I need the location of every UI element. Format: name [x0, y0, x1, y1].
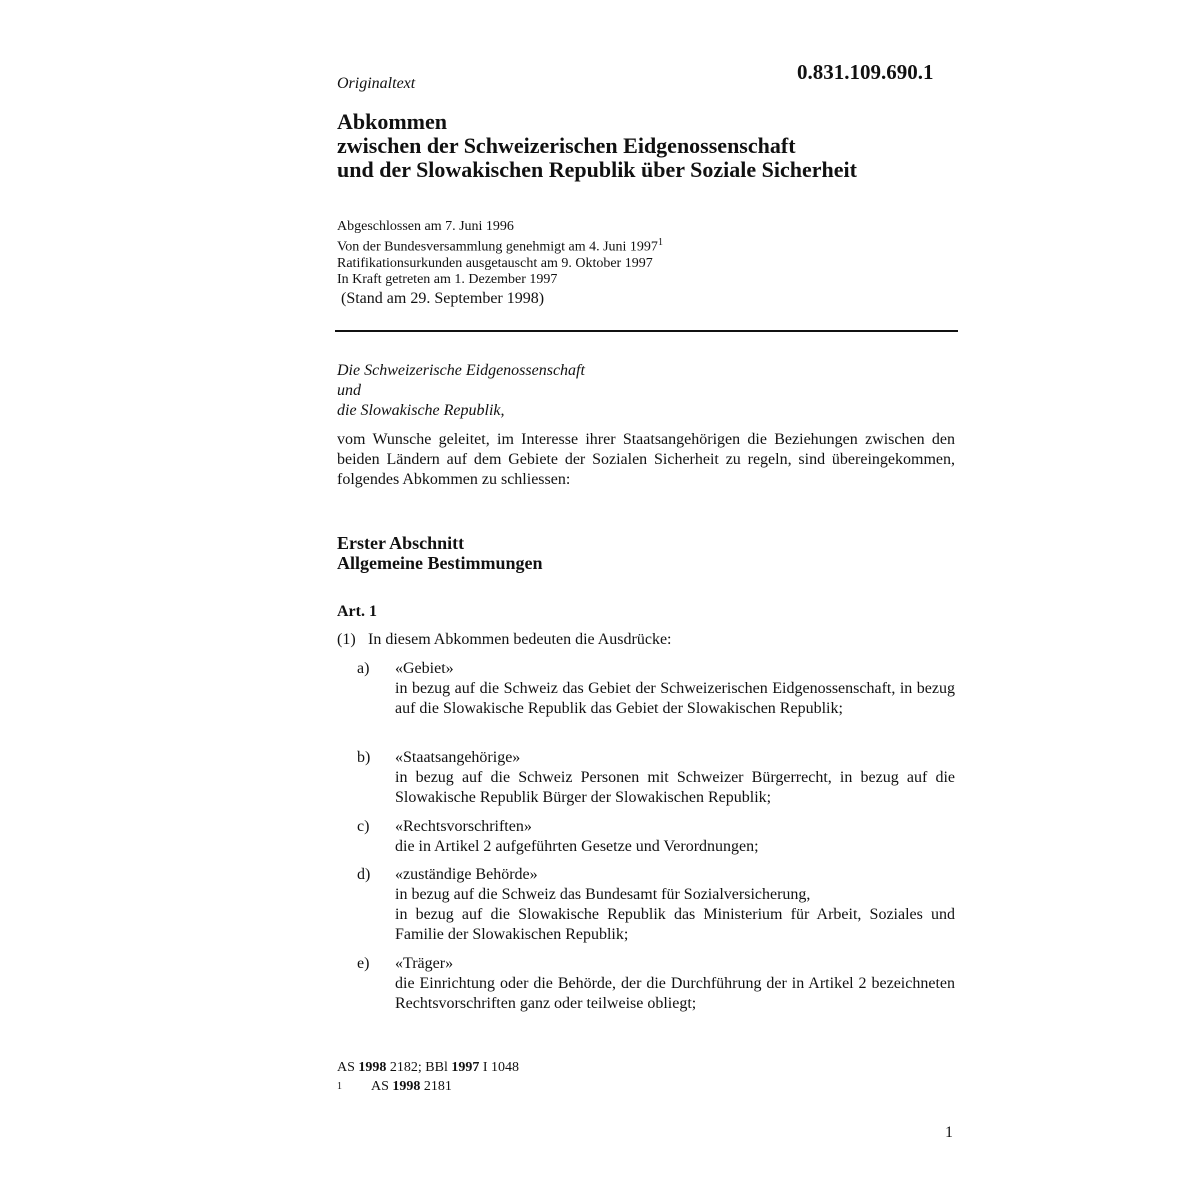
item-term: «zuständige Behörde» [395, 866, 538, 883]
section-name: Allgemeine Bestimmungen [337, 553, 543, 573]
item-letter: c) [357, 818, 370, 835]
item-letter: e) [357, 955, 370, 972]
approved-date: Von der Bundesversammlung genehmigt am 4. Juni 1997$^1$ [337, 237, 663, 255]
item-definition: die in Artikel 2 aufgeführten Gesetze und Verordnungen; [395, 838, 759, 855]
title-line: und der Slowakischen Republik über Soziale Sicherheit [337, 157, 857, 182]
parties-block [337, 361, 585, 421]
definition-item-b [357, 748, 955, 808]
footnote-mark: 1 [337, 1081, 342, 1092]
document-title [337, 110, 857, 182]
article-title: Art. 1 [337, 603, 377, 620]
definition-item-e [357, 954, 955, 1014]
definition-item-c [357, 817, 955, 857]
item-term: «Staatsangehörige» [395, 749, 521, 766]
section-number: Erster Abschnitt [337, 533, 465, 553]
paragraph-1 [337, 631, 671, 649]
title-line: Abkommen [337, 109, 448, 134]
item-definition: in bezug auf die Schweiz das Bundesamt für Sozialversicherung, [395, 886, 811, 903]
item-term: «Rechtsvorschriften» [395, 818, 532, 835]
source-reference: AS 1998 2182; BBl 1997 I 1048 [337, 1060, 520, 1075]
status-date: (Stand am 29. September 1998) [341, 290, 545, 307]
item-term: «Träger» [395, 955, 454, 972]
footnotes [337, 1058, 519, 1096]
preamble: vom Wunsche geleitet, im Interesse ihrer Staatsangehörigen die Beziehungen zwischen den beiden Ländern auf dem Gebiete der Sozialen Sicherheit zu regeln, sind übereingekommen, folgendes Abkommen zu schliessen: [337, 431, 955, 488]
date-block [337, 219, 663, 288]
in-force-date: In Kraft getreten am 1. Dezember 1997 [337, 271, 558, 287]
party-and: und [337, 382, 361, 399]
paragraph-text: In diesem Abkommen bedeuten die Ausdrücke: [368, 631, 672, 648]
definition-item-a [357, 659, 955, 719]
page-number: 1 [945, 1124, 953, 1141]
divider-rule [335, 330, 958, 332]
item-definition: in bezug auf die Schweiz Personen mit Schweizer Bürgerrecht, in bezug auf die Slowakische Republik Bürger der Slowakischen Republik; [395, 769, 955, 806]
ratified-date: Ratifikationsurkunden ausgetauscht am 9. Oktober 1997 [337, 255, 653, 271]
item-term: «Gebiet» [395, 660, 454, 677]
original-text-label: Originaltext [337, 75, 416, 92]
footnote-ref: 1 [657, 237, 663, 248]
item-definition: in bezug auf die Slowakische Republik das Ministerium für Arbeit, Soziales und Familie der Slowakischen Republik; [395, 906, 955, 943]
definition-item-d [357, 865, 955, 945]
item-definition: die Einrichtung oder die Behörde, der die Durchführung der in Artikel 2 bezeichneten Rechtsvorschriften ganz oder teilweise obliegt; [395, 975, 955, 1012]
concluded-date: Abgeschlossen am 7. Juni 1996 [337, 219, 514, 234]
section-heading [337, 533, 542, 573]
party-slovak: die Slowakische Republik, [337, 402, 505, 419]
sr-number: 0.831.109.690.1 [797, 60, 934, 84]
party-swiss: Die Schweizerische Eidgenossenschaft [337, 362, 585, 379]
title-line: zwischen der Schweizerischen Eidgenossenschaft [337, 133, 796, 158]
item-letter: d) [357, 866, 371, 883]
paragraph-number: (1) [337, 631, 356, 648]
item-definition: in bezug auf die Schweiz das Gebiet der Schweizerischen Eidgenossenschaft, in bezug auf die Slowakische Republik das Gebiet der Slowakischen Republik; [395, 680, 955, 717]
footnote-1: 1 AS 1998 2181 [337, 1079, 452, 1094]
item-letter: b) [357, 749, 371, 766]
item-letter: a) [357, 660, 370, 677]
